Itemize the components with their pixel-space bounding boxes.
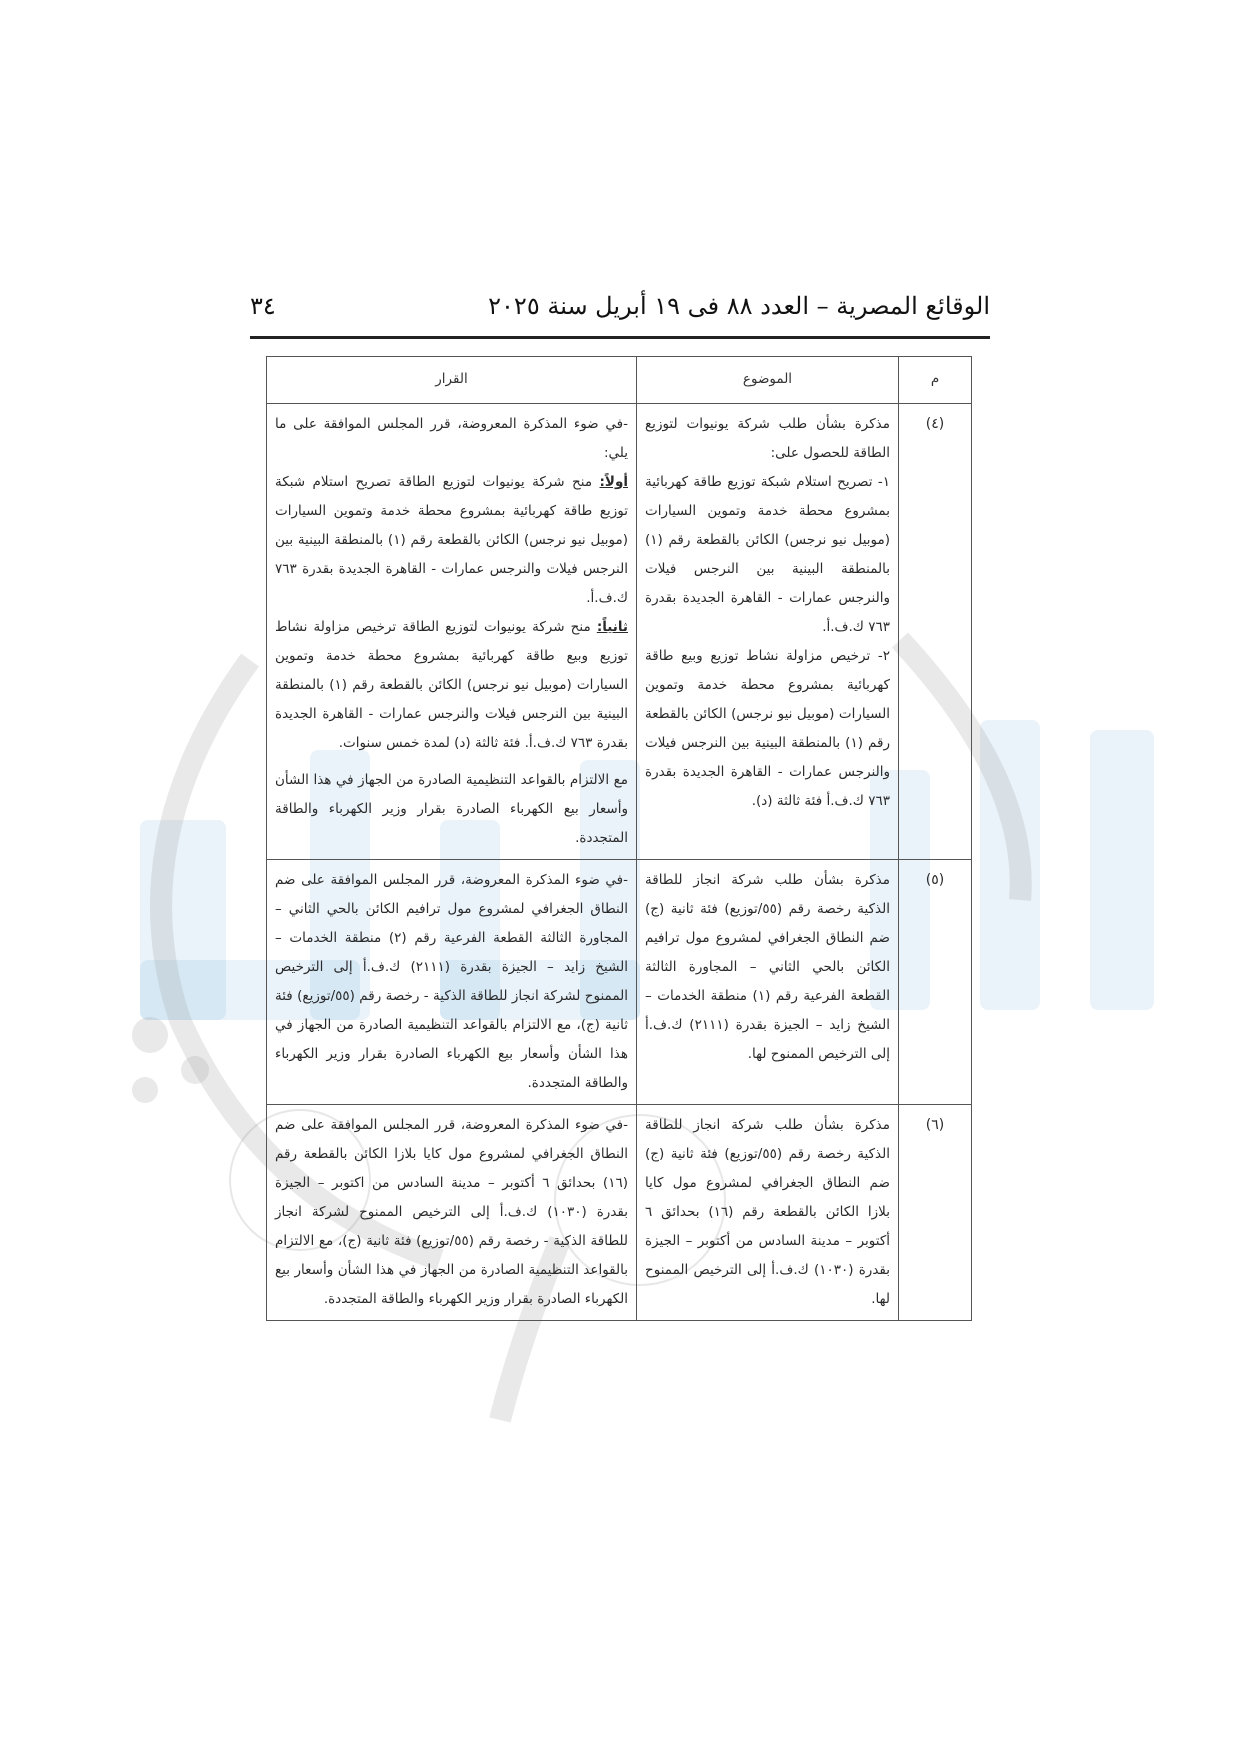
topic-paragraph: مذكرة بشأن طلب شركة يونيوات لتوزيع الطاقة للحصول على: xyxy=(645,416,890,461)
row-number: (٦) xyxy=(925,1117,945,1133)
decision-intro: -في ضوء المذكرة المعروضة، قرر المجلس الموافقة على ما يلي: xyxy=(275,416,628,461)
decision-cell xyxy=(267,860,637,1105)
header-topic: الموضوع xyxy=(637,357,899,404)
table-row xyxy=(267,860,972,1105)
decision-cell xyxy=(267,1105,637,1321)
decision-intro: -في ضوء المذكرة المعروضة، قرر المجلس الموافقة على ضم النطاق الجغرافي لمشروع مول ترافيم الكائن بالحي الثاني – المجاورة الثالثة القطعة الفرعية رقم (٢) منطقة الخدمات – الشيخ زايد – الجيزة بقدرة (٢١١١) ك.ف.أ إلى الترخيص الممنوح لشركة انجاز للطاقة الذكية - رخصة رقم (٥٥/توزيع) فئة ثانية (ج)، مع الالتزام بالقواعد التنظيمية الصادرة من الجهاز في هذا الشأن وأسعار بيع الكهرباء الصادرة بقرار وزير الكهرباء والطاقة المتجددة. xyxy=(275,872,628,1091)
topic-paragraph: ٢- ترخيص مزاولة نشاط توزيع وبيع طاقة كهربائية بمشروع محطة خدمة وتموين السيارات (موبيل نيو نرجس) الكائن بالقطعة رقم (١) بالمنطقة البينية بين النرجس فيلات والنرجس عمارات - القاهرة الجديدة بقدرة ٧٦٣ ك.ف.أ فئة ثالثة (د). xyxy=(645,648,891,809)
decision-intro: -في ضوء المذكرة المعروضة، قرر المجلس الموافقة على ضم النطاق الجغرافي لمشروع مول كايا بلازا الكائن بالقطعة رقم (١٦) بحدائق ٦ أكتوبر – مدينة السادس من اكتوبر – الجيزة بقدرة (١٠٣٠) ك.ف.أ إلى الترخيص الممنوح لشركة انجاز للطاقة الذكية - رخصة رقم (٥٥/توزيع) فئة ثانية (ج)، مع الالتزام بالقواعد التنظيمية الصادرة من الجهاز في هذا الشأن وأسعار بيع الكهرباء الصادرة بقرار وزير الكهرباء والطاقة المتجددة. xyxy=(275,1117,629,1307)
topic-cell xyxy=(637,860,899,1105)
table-row xyxy=(267,1105,972,1321)
header-rule xyxy=(250,336,990,339)
table-header-row xyxy=(267,357,972,404)
decision-cell xyxy=(267,404,637,860)
decision-item-lead: أولاً: xyxy=(599,474,628,490)
topic-paragraph: ١- تصريح استلام شبكة توزيع طاقة كهربائية بمشروع محطة خدمة وتموين السيارات (موبيل نيو نرجس) الكائن بالقطعة رقم (١) بالمنطقة البينية بين النرجس فيلات والنرجس عمارات - القاهرة الجديدة بقدرة ٧٦٣ ك.ف.أ. xyxy=(645,474,890,635)
header-num: م xyxy=(899,357,972,404)
decision-item xyxy=(275,613,628,758)
topic-paragraph: مذكرة بشأن طلب شركة انجاز للطاقة الذكية رخصة رقم (٥٥/توزيع) فئة ثانية (ج) ضم النطاق الجغرافي لمشروع مول ترافيم الكائن بالحي الثاني – المجاورة الثالثة القطعة الفرعية رقم (١) منطقة الخدمات – الشيخ زايد – الجيزة بقدرة (٢١١١) ك.ف.أ إلى الترخيص الممنوح لها. xyxy=(645,872,890,1062)
header-decision: القرار xyxy=(267,357,637,404)
page-number: ٣٤ xyxy=(250,292,276,320)
topic-cell xyxy=(637,404,899,860)
row-number: (٥) xyxy=(925,872,945,888)
topic-paragraph: مذكرة بشأن طلب شركة انجاز للطاقة الذكية رخصة رقم (٥٥/توزيع) فئة ثانية (ج) ضم النطاق الجغرافي لمشروع مول كايا بلازا الكائن بالقطعة رقم (١٦) بحدائق ٦ أكتوبر – مدينة السادس من أكتوبر – الجيزة بقدرة (١٠٣٠) ك.ف.أ إلى الترخيص الممنوح لها. xyxy=(645,1117,890,1307)
decision-outro: مع الالتزام بالقواعد التنظيمية الصادرة من الجهاز في هذا الشأن وأسعار بيع الكهرباء الصادرة بقرار وزير الكهرباء والطاقة المتجددة. xyxy=(275,772,628,846)
decision-item-lead: ثانياً: xyxy=(596,619,628,635)
decision-item xyxy=(275,468,628,613)
topic-cell xyxy=(637,1105,899,1321)
row-number-cell xyxy=(899,1105,972,1321)
publication-title: الوقائع المصرية – العدد ٨٨ فى ١٩ أبريل سنة ٢٠٢٥ xyxy=(488,292,990,320)
decision-item-text: منح شركة يونيوات لتوزيع الطاقة تصريح استلام شبكة توزيع طاقة كهربائية بمشروع محطة خدمة وتموين السيارات (موبيل نيو نرجس) الكائن بالقطعة رقم (١) بالمنطقة البينية بين النرجس فيلات والنرجس عمارات - القاهرة الجديدة بقدرة ٧٦٣ ك.ف.أ. xyxy=(275,474,628,606)
decisions-table xyxy=(266,356,972,1321)
row-number: (٤) xyxy=(925,416,945,432)
table-row xyxy=(267,404,972,860)
row-number-cell xyxy=(899,404,972,860)
page-header xyxy=(250,284,990,328)
row-number-cell xyxy=(899,860,972,1105)
decision-item-text: منح شركة يونيوات لتوزيع الطاقة ترخيص مزاولة نشاط توزيع وبيع طاقة كهربائية بمشروع محطة خدمة وتموين السيارات (موبيل نيو نرجس) الكائن بالقطعة رقم (١) بالمنطقة البينية بين النرجس فيلات والنرجس عمارات - القاهرة الجديدة بقدرة ٧٦٣ ك.ف.أ. فئة ثالثة (د) لمدة خمس سنوات. xyxy=(275,619,628,751)
spacer xyxy=(275,758,628,766)
